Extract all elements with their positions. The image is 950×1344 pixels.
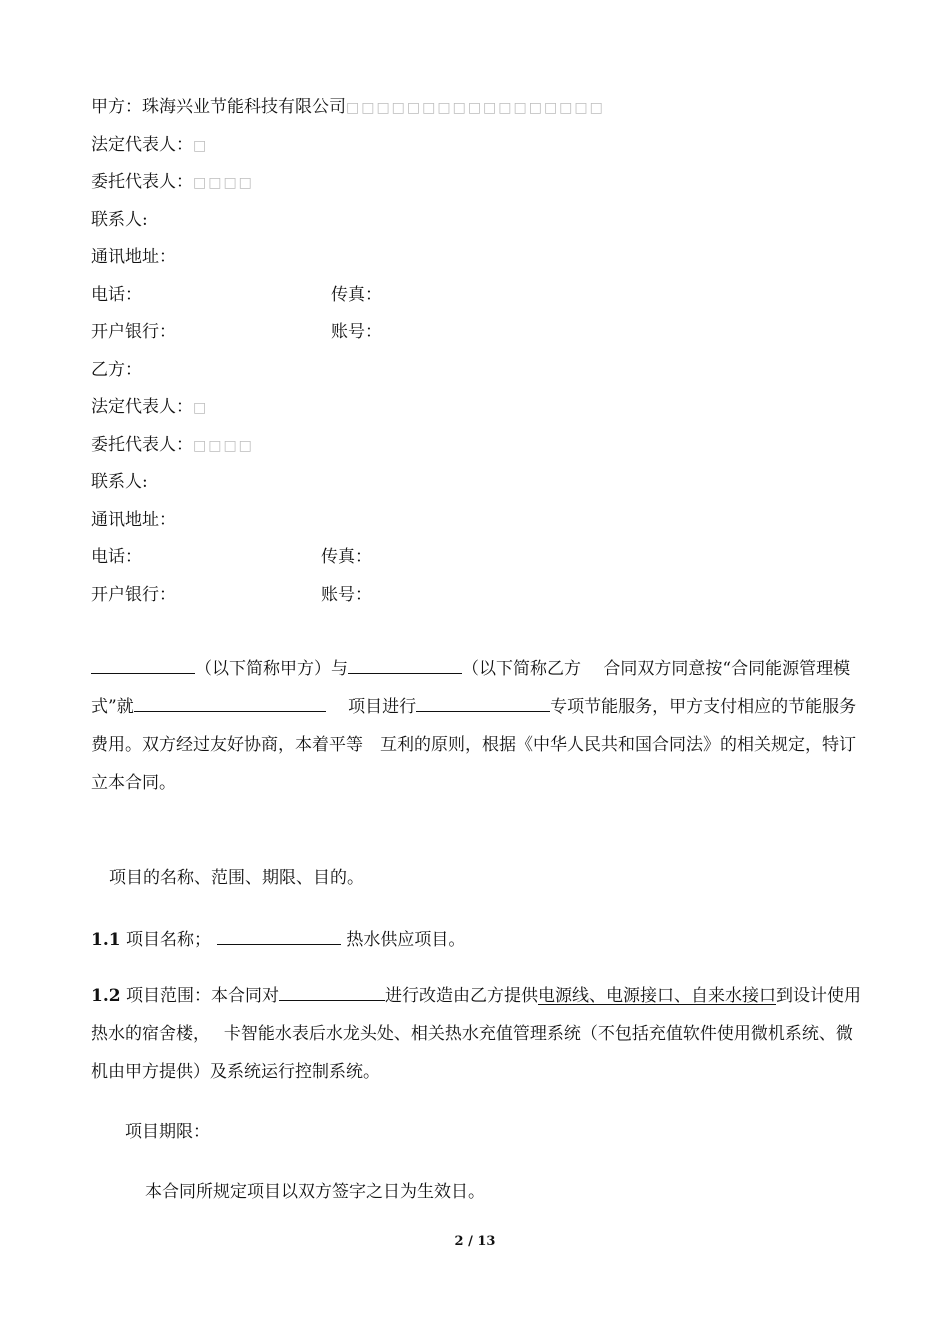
item-1-2 xyxy=(91,977,861,1091)
party-b-account: 账号： xyxy=(321,585,372,605)
party-a-legal-rep xyxy=(91,133,208,158)
party-b-legal-rep-label: 法定代表人： xyxy=(91,397,193,417)
party-a-bank: 开户银行： xyxy=(91,322,176,342)
party-b-address: 通讯地址： xyxy=(91,510,176,530)
party-b-legal-rep-box: □ xyxy=(193,400,209,416)
party-a-account: 账号： xyxy=(331,322,382,342)
party-a-address: 通讯地址： xyxy=(91,247,176,267)
blank-party-b xyxy=(348,655,462,674)
party-a-agent-box: □□□□ xyxy=(193,175,254,191)
party-a-label: 甲方： xyxy=(91,97,142,117)
party-b-label: 乙方： xyxy=(91,360,142,380)
party-a-name-boxes: □□□□□□□□□□□□□□□□□ xyxy=(346,100,605,116)
term-title: 项目期限： xyxy=(125,1122,210,1142)
intro-text-2: （以下简称乙方 合同双方同意按“合同能源管理模式”就 xyxy=(91,659,851,717)
item-1-2-text-1: 项目范围：本合同对 xyxy=(120,986,279,1006)
intro-paragraph xyxy=(91,650,861,802)
party-b-contact: 联系人: xyxy=(91,472,148,492)
blank-scope xyxy=(279,982,385,1001)
intro-text-4: 专项节能服务，甲方支付相应的节能服务费用。双方经过友好协商，本着平等 互利的原则，根据《中华人民共和国合同法》的相关规定，特订立本合同。 xyxy=(91,697,857,793)
party-a-phone: 电话： xyxy=(91,285,142,305)
section-1-title: 项目的名称、范围、期限、目的。 xyxy=(109,868,364,888)
item-1-2-number: 1.2 xyxy=(91,986,121,1006)
party-b-agent-label: 委托代表人： xyxy=(91,435,193,455)
party-b-agent-box: □□□□ xyxy=(193,438,254,454)
party-a-name: 珠海兴业节能科技有限公司 xyxy=(142,97,346,117)
blank-project-name xyxy=(217,926,341,945)
item-1-2-underlined: 电源线、电源接口、自来水接口 xyxy=(537,986,776,1006)
party-a-line xyxy=(91,95,605,120)
blank-service xyxy=(416,693,550,712)
item-1-1-suffix: 热水供应项目。 xyxy=(340,930,466,950)
party-b-bank: 开户银行： xyxy=(91,585,176,605)
term-text: 本合同所规定项目以双方签字之日为生效日。 xyxy=(145,1182,485,1202)
page-number: 2 / 13 xyxy=(454,1234,496,1249)
party-a-fax: 传真： xyxy=(331,285,382,305)
party-b-fax: 传真： xyxy=(321,547,372,567)
blank-party-a xyxy=(91,655,195,674)
party-b-agent xyxy=(91,433,254,458)
item-1-1 xyxy=(91,926,465,952)
intro-text-3: 项目进行 xyxy=(325,697,417,717)
item-1-1-label: 项目名称； xyxy=(120,930,211,950)
party-b-legal-rep xyxy=(91,395,208,420)
party-a-agent xyxy=(91,170,254,195)
party-a-contact: 联系人: xyxy=(91,210,148,230)
blank-project xyxy=(134,693,326,712)
item-1-2-text-2: 进行改造由乙方提供 xyxy=(384,986,538,1006)
item-1-1-number: 1.1 xyxy=(91,930,121,950)
party-b-phone: 电话： xyxy=(91,547,142,567)
party-a-agent-label: 委托代表人： xyxy=(91,172,193,192)
party-a-legal-rep-label: 法定代表人： xyxy=(91,135,193,155)
intro-text-1: （以下简称甲方）与 xyxy=(195,659,348,679)
item-1-2-text-3: 到设计使用热水的宿舍楼， 卡智能水表后水龙头处、相关热水充值管理系统（不包括充值软件使用微机系统、微机由甲方提供）及系统运行控制系统。 xyxy=(91,986,861,1082)
party-a-legal-rep-box: □ xyxy=(193,138,209,154)
